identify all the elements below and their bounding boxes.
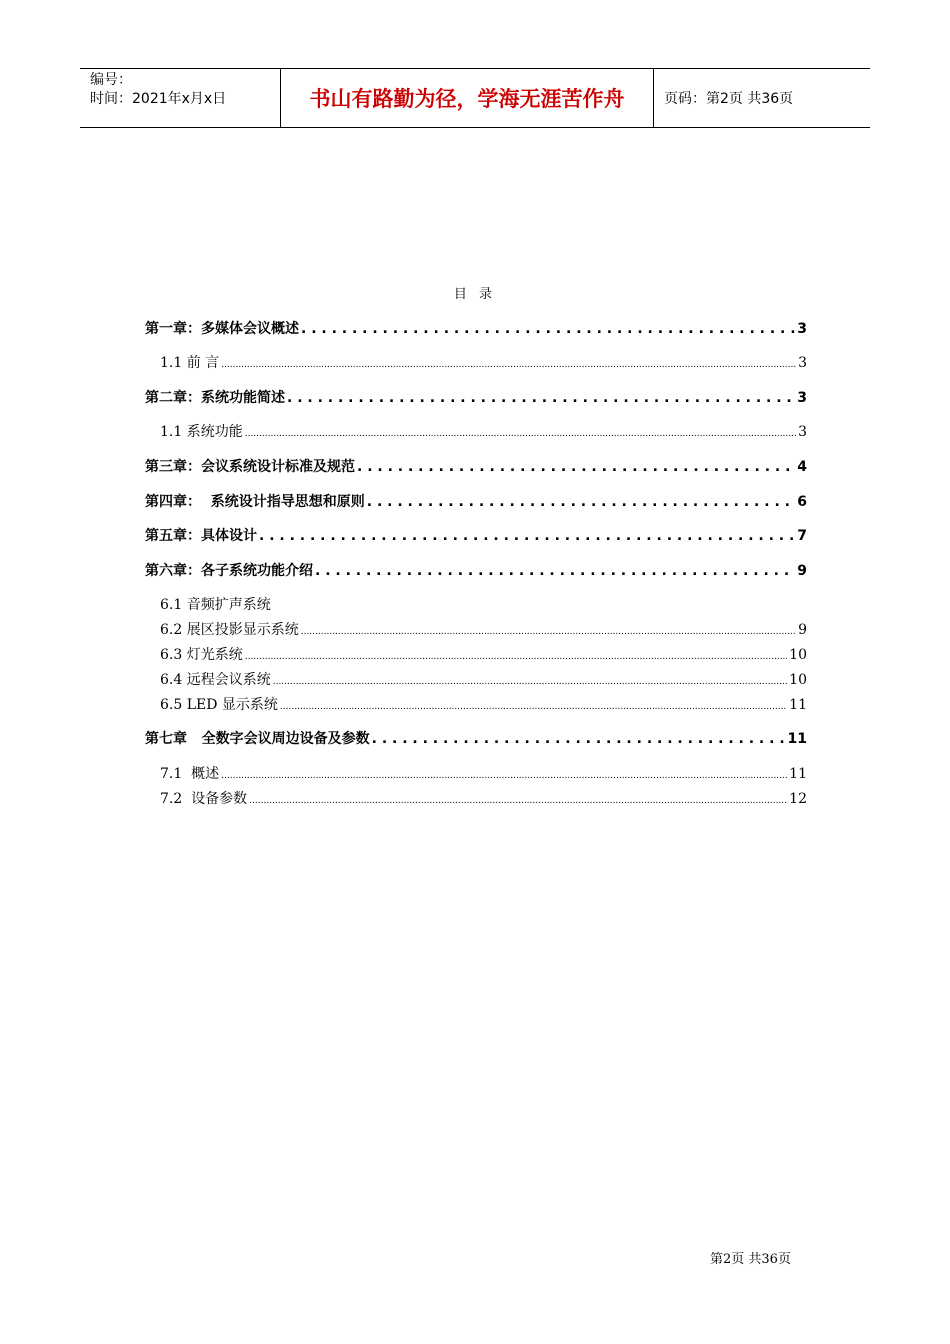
toc-entry-page: 12: [789, 791, 807, 807]
toc-entry-page: 3: [797, 321, 807, 337]
header-page-info: 页码：第2页 共36页: [664, 91, 794, 107]
toc-entry-text: 6.2 展区投影显示系统: [160, 622, 299, 638]
toc-entry-text: 第三章：会议系统设计标准及规范: [145, 459, 355, 475]
toc-entry[interactable]: [160, 763, 807, 783]
toc-entry[interactable]: [145, 318, 807, 338]
toc-entry[interactable]: [160, 694, 807, 714]
toc-entry-text: 7.1 概述: [160, 766, 220, 782]
toc-entry[interactable]: [160, 788, 807, 808]
toc-entry-page: 4: [797, 459, 807, 475]
toc-entry-text: 1.1 系统功能: [160, 424, 243, 440]
toc-entry-page: 6: [797, 494, 807, 510]
toc-entry-text: 第一章：多媒体会议概述: [145, 321, 299, 337]
toc-entry[interactable]: [145, 491, 807, 511]
toc-entry-page: 11: [787, 731, 807, 747]
header-meta: [80, 69, 281, 127]
toc-entry-text: 6.3 灯光系统: [160, 647, 243, 663]
toc-entry-text: 第二章：系统功能简述: [145, 390, 285, 406]
toc-leader: [245, 647, 787, 663]
toc-entry[interactable]: [160, 619, 807, 639]
toc-leader: [287, 390, 795, 406]
toc-entry[interactable]: [160, 594, 807, 614]
toc-leader: [357, 459, 795, 475]
toc-entry[interactable]: [145, 456, 807, 476]
toc-entry[interactable]: [145, 387, 807, 407]
toc-entry[interactable]: [145, 560, 807, 580]
toc-entry-page: 7: [797, 528, 807, 544]
toc-entry[interactable]: [160, 644, 807, 664]
toc-entry-page: 10: [789, 647, 807, 663]
toc-leader: [245, 424, 796, 440]
toc-leader: [249, 791, 787, 807]
toc-entry-text: 6.1 音频扩声系统: [160, 597, 271, 613]
toc-entry-page: 3: [798, 355, 807, 371]
toc-entry-page: 9: [797, 563, 807, 579]
toc-leader: [301, 321, 795, 337]
time-label: 时间：2021年x月x日: [90, 91, 227, 107]
toc-entry-text: 6.4 远程会议系统: [160, 672, 271, 688]
toc-leader: [221, 766, 787, 782]
toc-entry[interactable]: [160, 669, 807, 689]
toc-entry-page: 10: [789, 672, 807, 688]
toc-entry[interactable]: [160, 352, 807, 372]
toc-entry[interactable]: [160, 421, 807, 441]
header-motto: 书山有路勤为径，学海无涯苦作舟: [281, 69, 654, 127]
toc-entry-text: 第六章：各子系统功能介绍: [145, 563, 313, 579]
toc-entry-page: 11: [789, 697, 807, 713]
toc-leader: [273, 672, 787, 688]
toc-leader: [259, 528, 795, 544]
toc-leader: [315, 563, 795, 579]
toc-entry-text: 第四章： 系统设计指导思想和原则: [145, 494, 365, 510]
toc-leader: [367, 494, 796, 510]
page-footer: 第2页 共36页: [710, 1252, 791, 1267]
toc-entry-page: 11: [789, 766, 807, 782]
toc-leader: [301, 622, 796, 638]
toc-leader: [280, 697, 787, 713]
toc-entry-text: 1.1 前 言: [160, 355, 220, 371]
toc-entry[interactable]: [145, 728, 807, 748]
toc-entry-text: 6.5 LED 显示系统: [160, 697, 278, 713]
toc-title: 目 录: [453, 287, 497, 302]
toc-leader: [372, 731, 786, 747]
page-header: [80, 68, 870, 128]
toc-leader: [221, 355, 796, 371]
toc-entry-text: 第五章：具体设计: [145, 528, 257, 544]
toc-entry[interactable]: [145, 525, 807, 545]
toc-entry-page: 3: [798, 424, 807, 440]
toc-entry-page: 3: [797, 390, 807, 406]
toc-entry-page: 9: [798, 622, 807, 638]
toc-entry-text: 7.2 设备参数: [160, 791, 248, 807]
toc-entry-text: 第七章 全数字会议周边设备及参数: [145, 731, 370, 747]
number-label: 编号：: [90, 72, 132, 88]
